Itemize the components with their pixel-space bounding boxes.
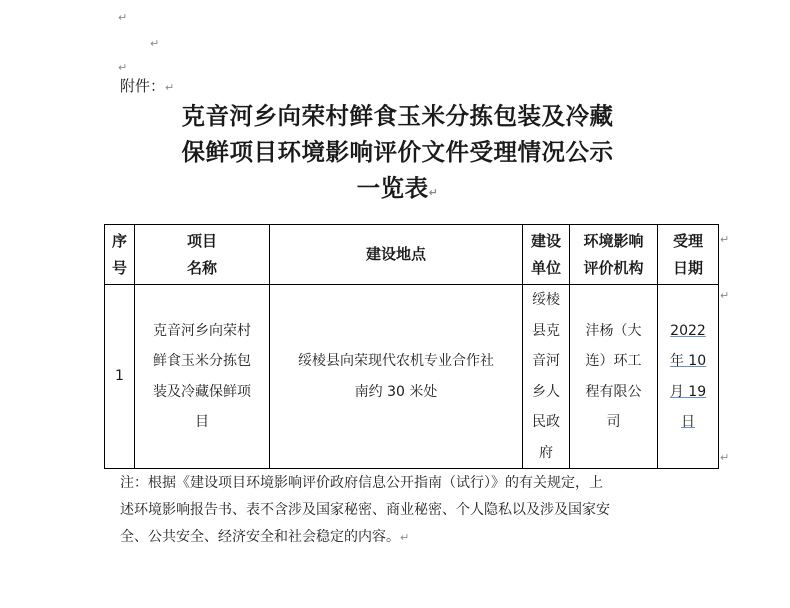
paragraph-mark: ↵ (720, 451, 730, 464)
header-date: 受理 日期 (658, 225, 719, 285)
header-agency: 环境影响 评价机构 (570, 225, 658, 285)
paragraph-mark: ↵ (118, 61, 128, 74)
header-location: 建设地点 (270, 225, 523, 285)
paragraph-mark: ↵ (150, 37, 160, 50)
title-line: 克音河乡向荣村鲜食玉米分拣包装及冷藏 (181, 102, 614, 130)
attachment-label: 附件：↵ (120, 77, 175, 95)
title-line: 一览表↵ (356, 174, 439, 202)
table-row (105, 285, 719, 469)
cell-date: 2022 年 10 月 19 日 (658, 285, 719, 469)
footnote-line: 全、公共安全、经济安全和社会稳定的内容。↵ (120, 529, 410, 545)
paragraph-mark: ↵ (720, 233, 730, 246)
cell-agency: 沣杨（大 连）环工 程有限公 司 (570, 285, 658, 469)
cell-location: 绥棱县向荣现代农机专业合作社 南约 30 米处 (270, 285, 523, 469)
footnote-line: 述环境影响报告书、表不含涉及国家秘密、商业秘密、个人隐私以及涉及国家安 (120, 502, 610, 518)
cell-project-name: 克音河乡向荣村 鲜食玉米分拣包 装及冷藏保鲜项 目 (135, 285, 270, 469)
table-header-row (105, 225, 719, 285)
paragraph-mark: ↵ (118, 11, 128, 24)
cell-builder: 绥棱 县克 音河 乡人 民政 府 (523, 285, 570, 469)
paragraph-mark: ↵ (720, 289, 730, 302)
header-seq: 序 号 (105, 225, 135, 285)
title-line: 保鲜项目环境影响评价文件受理情况公示 (181, 138, 614, 166)
footnote-line: 注：根据《建设项目环境影响评价政府信息公开指南（试行）》的有关规定，上 (120, 475, 603, 491)
acceptance-table (104, 224, 719, 469)
document-title (120, 98, 675, 206)
footnote (120, 470, 685, 551)
cell-seq: 1 (105, 285, 135, 469)
header-project-name: 项目 名称 (135, 225, 270, 285)
header-builder: 建设 单位 (523, 225, 570, 285)
